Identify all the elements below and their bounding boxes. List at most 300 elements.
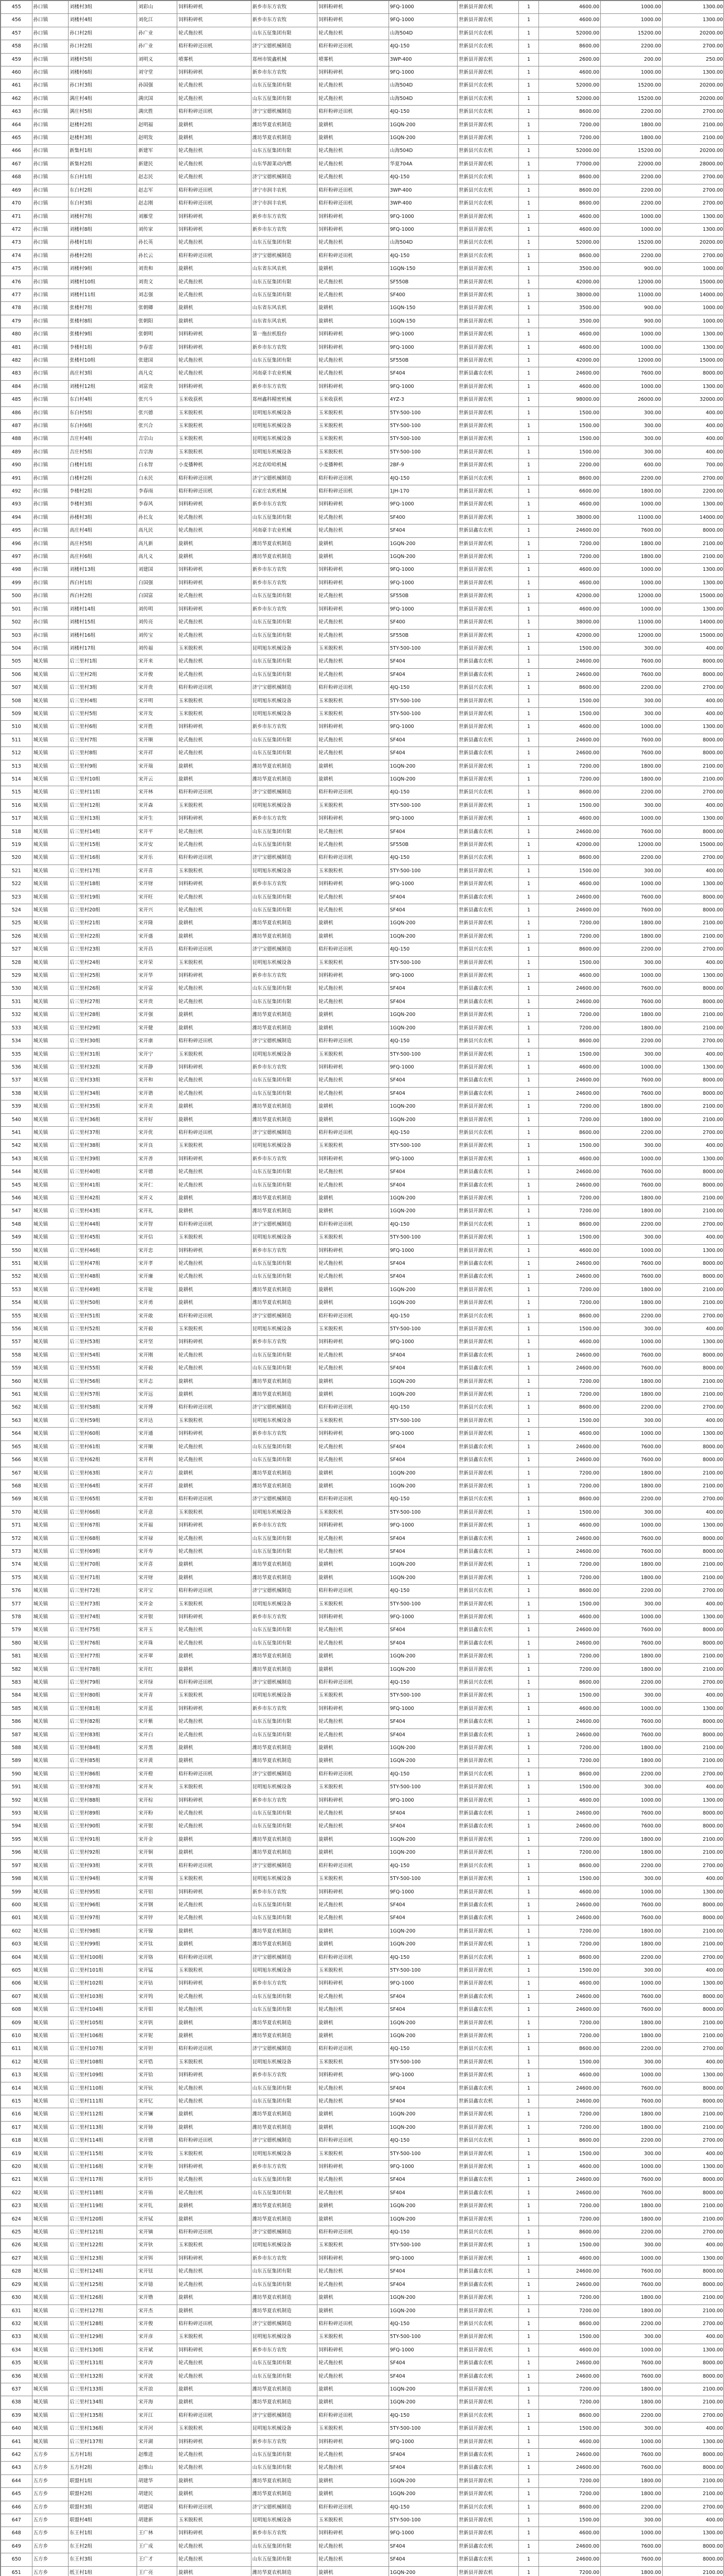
table-cell: 2100.00 (663, 2108, 724, 2121)
table-row (1, 145, 724, 158)
table-cell: 4JQ-150 (389, 1951, 457, 1964)
table-cell: 7200.00 (539, 132, 601, 145)
table-cell: 城关镇 (32, 1454, 68, 1467)
table-cell: 后三里村28组 (68, 1009, 137, 1022)
table-row (1, 1977, 724, 1990)
table-cell: 480 (1, 328, 32, 341)
table-cell: 秸秆粉碎还田机 (317, 943, 389, 956)
table-cell: 济宁宝德机械制造 (251, 1035, 317, 1048)
table-cell: 1800.00 (601, 551, 663, 564)
table-cell: 1 (518, 2147, 539, 2160)
table-cell: 1 (518, 158, 539, 171)
table-cell: 城关镇 (32, 2004, 68, 2016)
table-cell: 世新县开源农机 (458, 66, 519, 79)
table-cell: 1800.00 (601, 1297, 663, 1310)
table-cell: 宋开钼 (137, 2004, 177, 2016)
table-cell: 新乡市东方农牧 (251, 223, 317, 236)
table-cell: SF404 (389, 1074, 457, 1087)
table-cell: 1500.00 (539, 2331, 601, 2344)
table-cell: 472 (1, 223, 32, 236)
table-cell: 新建民 (137, 158, 177, 171)
table-cell: 玉米收获机 (317, 394, 389, 406)
table-cell: 郑州市锐鑫机械 (251, 53, 317, 66)
table-row (1, 1859, 724, 1872)
table-cell: 饲料粉碎机 (317, 223, 389, 236)
table-cell: 旋耕机 (177, 1283, 251, 1296)
table-cell: 旋耕机 (317, 1375, 389, 1388)
table-row (1, 1506, 724, 1519)
table-cell: 轮式拖拉机 (317, 1820, 389, 1833)
table-cell: 1800.00 (601, 2029, 663, 2042)
table-cell: 宋开钢 (137, 1899, 177, 1911)
table-cell: 1 (518, 2029, 539, 2042)
table-cell: 刘志强 (137, 289, 177, 301)
table-cell: 联盟村1组 (68, 2475, 137, 2487)
table-row (1, 1598, 724, 1611)
table-cell: 2200.00 (601, 2501, 663, 2514)
table-cell: 1 (518, 1, 539, 14)
table-cell: 4600.00 (539, 210, 601, 223)
table-cell: 后三里村110组 (68, 2082, 137, 2095)
table-cell: 宋开盛 (137, 930, 177, 943)
table-cell: 2200.00 (601, 2043, 663, 2056)
table-cell: 586 (1, 1716, 32, 1728)
table-cell: 轮式拖拉机 (177, 1362, 251, 1375)
table-cell: 城关镇 (32, 1585, 68, 1598)
table-cell: SF404 (389, 1454, 457, 1467)
table-cell: 饲料粉碎机 (177, 210, 251, 223)
table-cell: 24600.00 (539, 2370, 601, 2383)
table-cell: 489 (1, 446, 32, 459)
table-cell: 西白村2组 (68, 590, 137, 603)
table-cell: 世新县开源农机 (458, 158, 519, 171)
table-cell: 轮式拖拉机 (177, 2448, 251, 2461)
table-cell: 城关镇 (32, 1428, 68, 1440)
table-cell: 轮式拖拉机 (317, 904, 389, 917)
table-cell: 旋耕机 (317, 1022, 389, 1035)
table-cell: 玉米脱粒机 (317, 406, 389, 419)
table-cell: 1GQN-200 (389, 773, 457, 786)
table-cell: 582 (1, 1663, 32, 1676)
table-cell: 1 (518, 66, 539, 79)
table-cell: 1 (518, 2292, 539, 2304)
table-cell: 轮式拖拉机 (177, 982, 251, 995)
table-cell: 新乡市东方农牧 (251, 498, 317, 511)
table-cell: 轮式拖拉机 (177, 616, 251, 629)
table-cell: 1GQN-200 (389, 1113, 457, 1126)
table-cell: 宋开波 (137, 2370, 177, 2383)
table-cell: 秸秆粉碎还田机 (177, 1859, 251, 1872)
table-cell: 后三里村91组 (68, 1833, 137, 1846)
table-cell: 轮式拖拉机 (177, 1440, 251, 1453)
table-cell: 旋耕机 (177, 1375, 251, 1388)
table-cell: 饲料粉碎机 (317, 1702, 389, 1715)
table-cell: 张朝卿 (137, 302, 177, 315)
table-cell: 山东五征集团有限 (251, 2462, 317, 2475)
table-cell: 1500.00 (539, 420, 601, 433)
table-cell: 1GQN-200 (389, 760, 457, 773)
table-cell: 宋开彦 (137, 2331, 177, 2344)
table-cell: 秸秆粉碎还田机 (177, 1676, 251, 1689)
table-cell: 9FQ-1000 (389, 2344, 457, 2357)
table-cell: 2200.00 (601, 1951, 663, 1964)
table-cell: 玉米脱粒机 (177, 406, 251, 419)
table-cell: 饲料粉碎机 (177, 577, 251, 589)
table-cell: 648 (1, 2527, 32, 2540)
table-cell: 5TY-500-100 (389, 1598, 457, 1611)
table-cell: 565 (1, 1440, 32, 1453)
table-cell: 世新县开源农机 (458, 1598, 519, 1611)
table-cell: 1000.00 (601, 210, 663, 223)
table-cell: 1 (518, 2304, 539, 2317)
table-cell: 后三里村126组 (68, 2292, 137, 2304)
table-cell: 孙口镇 (32, 14, 68, 27)
table-cell: 8600.00 (539, 1310, 601, 1323)
table-cell: 400.00 (663, 956, 724, 969)
table-cell: 饲料粉碎机 (177, 1061, 251, 1074)
table-cell: 刘楼村7组 (68, 210, 137, 223)
table-cell: 世新县开源农机 (458, 1022, 519, 1035)
table-cell: 宋开礼 (137, 1205, 177, 1218)
table-cell: 饲料粉碎机 (317, 14, 389, 27)
table-cell: 7600.00 (601, 825, 663, 838)
table-cell: 潍坊华夏农机制造 (251, 2016, 317, 2029)
table-cell: 7200.00 (539, 1571, 601, 1584)
table-cell: 42000.00 (539, 629, 601, 642)
table-cell: 孙口镇 (32, 302, 68, 315)
table-row (1, 315, 724, 328)
table-cell: 世新县开源农机 (458, 1833, 519, 1846)
table-cell: 468 (1, 171, 32, 184)
table-cell: 东白村3组 (68, 197, 137, 210)
table-row (1, 2147, 724, 2160)
table-cell: 玉米脱粒机 (317, 420, 389, 433)
table-cell: 后三里村27组 (68, 995, 137, 1008)
table-cell: 604 (1, 1951, 32, 1964)
table-cell: 城关镇 (32, 2095, 68, 2108)
table-cell: 刘楼村10组 (68, 276, 137, 289)
table-cell: 7600.00 (601, 1179, 663, 1192)
table-cell: 世新县开源农机 (458, 14, 519, 27)
table-cell: 山东五征集团有限 (251, 1728, 317, 1741)
table-cell: 1300.00 (663, 1244, 724, 1257)
table-cell: 宋开胜 (137, 721, 177, 734)
table-cell: 5TY-500-100 (389, 799, 457, 812)
table-cell: 饲料粉碎机 (177, 1611, 251, 1623)
table-cell: 李春雷 (137, 341, 177, 354)
table-cell: 4600.00 (539, 564, 601, 577)
table-cell: 9FQ-1000 (389, 223, 457, 236)
table-cell: 1300.00 (663, 1153, 724, 1165)
table-cell: 秸秆粉碎还田机 (177, 1401, 251, 1414)
table-cell: SF404 (389, 2462, 457, 2475)
table-cell: 7200.00 (539, 1833, 601, 1846)
table-cell: 世新县开源农机 (458, 498, 519, 511)
table-cell: 世新县开源农机 (458, 1048, 519, 1061)
table-cell: 孙口镇 (32, 354, 68, 367)
table-cell: 642 (1, 2448, 32, 2461)
table-cell: 8000.00 (663, 1349, 724, 1362)
table-cell: 宋开敢 (137, 1310, 177, 1323)
table-cell: 宋开毅 (137, 1323, 177, 1336)
table-cell: 2700.00 (663, 2134, 724, 2147)
table-cell: 玉米脱粒机 (177, 446, 251, 459)
table-cell: SF404 (389, 1990, 457, 2003)
table-cell: 胡建民 (137, 2488, 177, 2501)
table-cell: 昆明旭东机械设备 (251, 1689, 317, 1702)
table-cell: 7600.00 (601, 1440, 663, 1453)
table-cell: 1GQN-200 (389, 1467, 457, 1480)
table-cell: 孙口镇 (32, 27, 68, 40)
table-row (1, 760, 724, 773)
table-cell: 孙口镇 (32, 223, 68, 236)
table-cell: 1GQN-200 (389, 2292, 457, 2304)
table-cell: 旋耕机 (317, 132, 389, 145)
table-cell: 山东五征集团有限 (251, 1624, 317, 1637)
table-cell: 1 (518, 210, 539, 223)
table-cell: 刘传家 (137, 223, 177, 236)
table-cell: 1 (518, 341, 539, 354)
table-cell: 世新县兴农农机 (458, 79, 519, 92)
table-cell: 玉米脱粒机 (317, 694, 389, 707)
table-row (1, 537, 724, 550)
table-cell: 639 (1, 2409, 32, 2422)
table-cell: 1000.00 (601, 1886, 663, 1899)
table-cell: 24600.00 (539, 1166, 601, 1179)
table-cell: 24600.00 (539, 1912, 601, 1925)
table-cell: 9FQ-1000 (389, 14, 457, 27)
table-cell: 20200.00 (663, 92, 724, 105)
table-cell: 后三里村56组 (68, 1375, 137, 1388)
table-cell: 7200.00 (539, 2292, 601, 2304)
table-cell: SF550B (389, 590, 457, 603)
table-cell: 1000.00 (601, 577, 663, 589)
table-cell: 7600.00 (601, 1166, 663, 1179)
table-cell: 52000.00 (539, 27, 601, 40)
table-cell: 轮式拖拉机 (317, 289, 389, 301)
table-cell: 饲料粉碎机 (177, 1153, 251, 1165)
table-cell: 2700.00 (663, 249, 724, 262)
table-cell: 昆明旭东机械设备 (251, 433, 317, 446)
table-cell: 615 (1, 2095, 32, 2108)
table-cell: 1GQN-200 (389, 1742, 457, 1755)
table-cell: 满庄村4组 (68, 92, 137, 105)
table-cell: 城关镇 (32, 1925, 68, 1938)
table-cell: 2100.00 (663, 2029, 724, 2042)
table-cell: 张建国 (137, 354, 177, 367)
table-cell: 1800.00 (601, 2475, 663, 2487)
table-cell: 孙口村2组 (68, 40, 137, 53)
table-cell: 世新县鑫农农机 (458, 1087, 519, 1100)
table-cell: 7200.00 (539, 2383, 601, 2396)
table-cell: 旋耕机 (317, 2108, 389, 2121)
table-cell: 赵志军 (137, 184, 177, 197)
table-cell: 2200.00 (601, 1493, 663, 1506)
table-cell: 城关镇 (32, 1231, 68, 1244)
table-cell: 玉米脱粒机 (317, 642, 389, 655)
table-cell: 饲料粉碎机 (317, 1519, 389, 1532)
table-cell: 高庄村4组 (68, 524, 137, 537)
table-cell: 玉米脱粒机 (177, 707, 251, 720)
table-cell: 622 (1, 2187, 32, 2199)
table-cell: 城关镇 (32, 2370, 68, 2383)
table-cell: 647 (1, 2514, 32, 2527)
table-cell: 宋开美 (137, 1100, 177, 1113)
table-cell: 秸秆粉碎还田机 (317, 1676, 389, 1689)
table-cell: 城关镇 (32, 1846, 68, 1859)
table-cell: 5TY-500-100 (389, 1414, 457, 1427)
table-cell: 1JH-170 (389, 485, 457, 498)
table-cell: 后三里村132组 (68, 2370, 137, 2383)
table-cell: 后三里村94组 (68, 1873, 137, 1886)
table-cell: 4JQ-150 (389, 2317, 457, 2330)
table-cell: 新乡市东方农牧 (251, 2069, 317, 2082)
table-cell: 4JQ-150 (389, 2226, 457, 2239)
table-row (1, 1349, 724, 1362)
table-cell: 宋开湖 (137, 2435, 177, 2448)
table-cell: 9FQ-1000 (389, 721, 457, 734)
table-cell: SF404 (389, 2357, 457, 2370)
table-cell: 1000.00 (601, 380, 663, 393)
table-cell: 513 (1, 760, 32, 773)
table-cell: 534 (1, 1035, 32, 1048)
table-cell: 8600.00 (539, 1859, 601, 1872)
table-cell: 15200.00 (601, 79, 663, 92)
table-cell: SF404 (389, 1820, 457, 1833)
table-cell: 孙楼村3组 (68, 511, 137, 524)
table-cell: 1500.00 (539, 1964, 601, 1977)
table-cell: 世新县开源农机 (458, 839, 519, 852)
table-cell: 城关镇 (32, 2082, 68, 2095)
table-cell: 世新县开源农机 (458, 917, 519, 930)
table-cell: 世新县开源农机 (458, 2566, 519, 2576)
table-cell: 饲料粉碎机 (317, 1977, 389, 1990)
table-cell: 1300.00 (663, 1977, 724, 1990)
table-cell: 300.00 (601, 1781, 663, 1794)
table-cell: 世新县开源农机 (458, 1977, 519, 1990)
table-cell: 24600.00 (539, 1258, 601, 1270)
table-cell: 世新县兴农农机 (458, 786, 519, 799)
table-cell: 3WP-400 (389, 184, 457, 197)
table-cell: 7200.00 (539, 2029, 601, 2042)
table-cell: 世新县鑫农农机 (458, 2174, 519, 2187)
table-cell: 9FQ-1000 (389, 812, 457, 825)
table-cell: 宋开旺 (137, 891, 177, 904)
table-cell: 世新县鑫农农机 (458, 2553, 519, 2566)
table-cell: 旋耕机 (317, 551, 389, 564)
table-row (1, 865, 724, 877)
table-cell: 1 (518, 2226, 539, 2239)
table-cell: 宋开银 (137, 1820, 177, 1833)
table-cell: 1 (518, 1873, 539, 1886)
table-cell: 5TY-500-100 (389, 865, 457, 877)
table-cell: 8000.00 (663, 2540, 724, 2553)
table-cell: 轮式拖拉机 (317, 2448, 389, 2461)
table-cell: 宋开明 (137, 694, 177, 707)
table-cell: 城关镇 (32, 1912, 68, 1925)
table-cell: 城关镇 (32, 1100, 68, 1113)
table-cell: 2700.00 (663, 1585, 724, 1598)
table-cell: 潍坊华夏农机制造 (251, 2383, 317, 2396)
table-cell: 孙楼村2组 (68, 249, 137, 262)
table-cell: 五方乡 (32, 2448, 68, 2461)
table-cell: 1 (518, 2016, 539, 2029)
table-cell: 1 (518, 2043, 539, 2056)
table-cell: 1800.00 (601, 917, 663, 930)
table-cell: 城关镇 (32, 1480, 68, 1493)
table-cell: 1500.00 (539, 1414, 601, 1427)
table-cell: 2700.00 (663, 472, 724, 485)
table-cell: 山东五征集团有限 (251, 734, 317, 747)
table-cell: 1 (518, 92, 539, 105)
table-cell: 后三里村55组 (68, 1362, 137, 1375)
table-cell: 玉米脱粒机 (317, 1964, 389, 1977)
table-cell: 546 (1, 1192, 32, 1205)
table-row (1, 1414, 724, 1427)
table-cell: 7200.00 (539, 2396, 601, 2409)
table-cell: 后三里村79组 (68, 1676, 137, 1689)
table-cell: 5TY-500-100 (389, 2422, 457, 2435)
table-cell: 1 (518, 394, 539, 406)
table-cell: 8000.00 (663, 1545, 724, 1558)
table-cell: 300.00 (601, 1964, 663, 1977)
table-cell: 2100.00 (663, 2488, 724, 2501)
table-cell: 2100.00 (663, 2396, 724, 2409)
table-cell: 潍坊华夏农机制造 (251, 1742, 317, 1755)
table-cell: 新乡市东方农牧 (251, 1153, 317, 1165)
table-cell: 598 (1, 1873, 32, 1886)
table-cell: 世新县开源农机 (458, 1297, 519, 1310)
table-cell: 孙口镇 (32, 210, 68, 223)
table-cell: 城关镇 (32, 2147, 68, 2160)
table-cell: 胡建国 (137, 2501, 177, 2514)
table-cell: 1 (518, 1598, 539, 1611)
table-cell: 后三里村33组 (68, 1074, 137, 1087)
table-cell: 400.00 (663, 2239, 724, 2252)
table-cell: 1800.00 (601, 485, 663, 498)
table-cell: 400.00 (663, 2422, 724, 2435)
table-cell: 1 (518, 1401, 539, 1414)
table-row (1, 2056, 724, 2069)
table-cell: 2700.00 (663, 1768, 724, 1781)
table-cell: 秸秆粉碎还田机 (317, 249, 389, 262)
table-cell: 济宁市润丰农机 (251, 197, 317, 210)
table-row (1, 2004, 724, 2016)
table-cell: 2700.00 (663, 106, 724, 118)
table-cell: 宋开贵 (137, 995, 177, 1008)
table-cell: 567 (1, 1467, 32, 1480)
table-cell: 宋开善 (137, 1153, 177, 1165)
table-cell: 城关镇 (32, 1388, 68, 1401)
table-cell: 1000.00 (663, 263, 724, 276)
table-cell: 1500.00 (539, 2147, 601, 2160)
table-cell: 1 (518, 760, 539, 773)
table-cell: 轮式拖拉机 (177, 2095, 251, 2108)
table-cell: 世新县开源农机 (458, 1009, 519, 1022)
table-cell: 潍坊华夏农机制造 (251, 1480, 317, 1493)
table-cell: 秸秆粉碎还田机 (317, 1768, 389, 1781)
table-cell: 山东五征集团有限 (251, 839, 317, 852)
table-cell: 24600.00 (539, 1440, 601, 1453)
table-cell: 宋开钐 (137, 2174, 177, 2187)
table-cell: 世新县鑫农农机 (458, 367, 519, 380)
table-row (1, 2396, 724, 2409)
table-cell: 刘贵和 (137, 263, 177, 276)
table-cell: 1 (518, 2357, 539, 2370)
table-cell: 24600.00 (539, 2004, 601, 2016)
table-cell: 济宁宝德机械制造 (251, 682, 317, 694)
table-cell: 5TY-500-100 (389, 956, 457, 969)
